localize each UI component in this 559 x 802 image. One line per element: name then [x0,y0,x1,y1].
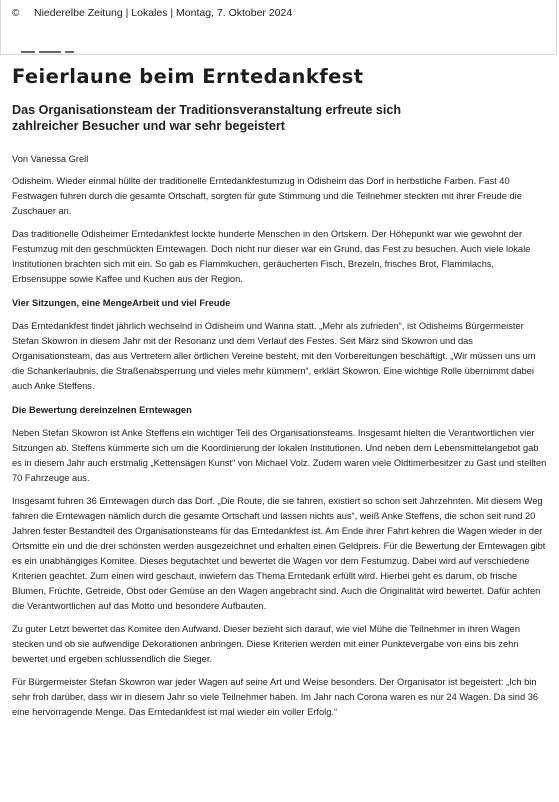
publication-meta-line: Niederelbe Zeitung | Lokales | Montag, 7. Oktober 2024 [34,7,293,19]
article-paragraph: Für Bürgermeister Stefan Skowron war jeder Wagen auf seine Art und Weise besonders. Der Organisator ist begeistert: „Ich bin sehr froh darüber, dass wir in diesem Jahr so viele Teilnehmer haben. Im Jahr nach Corona waren es nur 24 Wagen. Da sind 36 eine hervorragende Menge. Das Erntedankfest ist mal wieder ein voller Erfolg.“ [12,677,539,717]
article-subheading: Vier Sitzungen, eine MengeArbeit und viel Freude [12,298,231,308]
article-paragraph: Das traditionelle Odisheimer Erntedankfest lockte hunderte Menschen in den Ortskern. Der Höhepunkt war wie gewohnt der Festumzug mit den geschmückten Erntewagen. Doch nicht nur dieser war ein Grund, das Fest zu besuchen. Auch viele lokale Institutionen brachten sich mit ein. So gab es Flammkuchen, geräucherten Fisch, Brezeln, frisches Brot, Flammlachs, Erbsensuppe sowie Kaffee und Kuchen aus der Region. [12,229,531,284]
newspaper-header [0,0,557,55]
cropped-text-remnant [21,49,111,54]
article-paragraph: Neben Stefan Skowron ist Anke Steffens ein wichtiger Teil des Organisationsteams. Insgesamt hielten die Verantwortlichen vier Sitzungen ab. Steffens kümmerte sich um die Koordinierung der lokalen Institutionen. Und neben dem Lebensmittelangebot gab es in diesem Jahr auch erstmalig „Kettensägen Kunst“ von Michael Volz. Zudem waren viele Oldtimerbesitzer zu Gast und stellten 70 Fahrzeuge aus. [12,428,547,483]
article-paragraph: Zu guter Letzt bewertet das Komitee den Aufwand. Dieser bezieht sich darauf, wie viel Mühe die Teilnehmer in ihren Wagen stecken und ob sie aufwendige Dekorationen anbringen. Diese Kriterien werden mit einer Punktevergabe von eins bis zehn bewertet und ergeben schlussendlich die Sieger. [12,624,520,664]
article-paragraph: Insgesamt fuhren 36 Erntewagen durch das Dorf. „Die Route, die sie fahren, existiert so schon seit Jahrzehnten. Mit diesem Weg fahren die Erntewagen nämlich durch die gesamte Ortschaft und lassen nichts aus“, weiß Anke Steffens, die schon seit rund 20 Jahren fester Bestandteil des Organisationsteams für das Erntedankfest ist. Am Ende ihrer Fahrt kehren die Wagen wieder in der Ortsmitte ein und die drei schönsten werden ausgezeichnet und erhalten einen Geldpreis. Für die Bewertung der Erntewagen gibt es ein unabhängiges Komitee. Dieses begutachtet und bewertet die Wagen vor dem Festumzug. Dabei wird auf verschiedene Kriterien geachtet. Zum einen wird geschaut, inwiefern das Thema Erntedank erfüllt wird. Hierbei geht es darum, ob frische Blumen, Früchte, Getreide, Obst oder Gemüse an den Wagen angebracht sind. Auch die Originalität wird bewertet. Dafür achten die Verantwortlichen auf das Motto und besondere Aufbauten. [12,496,546,611]
article-title: Feierlaune beim Erntedankfest [12,65,364,88]
article-paragraph: Das Erntedankfest findet jährlich wechselnd in Odisheim und Wanna statt. „Mehr als zufrieden“, ist Odisheims Bürgermeister Stefan Skowron in diesem Jahr mit der Resonanz und dem Verlauf des Festes. Seit März sind Skowron und das Organisationsteam, das aus Vertretern aller örtlichen Vereine besteht, mit den Vorbereitungen beschäftigt. „Wir müssen uns um die Schankerlaubnis, die Straßenabsperrung und vieles mehr kümmern“, erklärt Skowron. Eine wichtige Rolle übernimmt dabei auch Anke Steffens. [12,321,536,391]
article [12,62,548,720]
article-subheading: Die Bewertung dereinzelnen Erntewagen [12,405,192,415]
copyright-icon: © [12,8,20,19]
article-paragraph: Odisheim. Wieder einmal hüllte der traditionelle Erntedankfestumzug in Odisheim das Dorf in herbstliche Farben. Fast 40 Festwagen fuhren durch die gesamte Ortschaft, sorgten für gute Stimmung und die Teilnehmer steckten mit ihrer Freude die Zuschauer an. [12,176,522,216]
article-subtitle: Das Organisationsteam der Traditionsveranstaltung erfreute sich zahlreicher Besucher und war sehr begeistert [12,103,402,133]
article-author: Von Vanessa Grell [12,154,89,164]
